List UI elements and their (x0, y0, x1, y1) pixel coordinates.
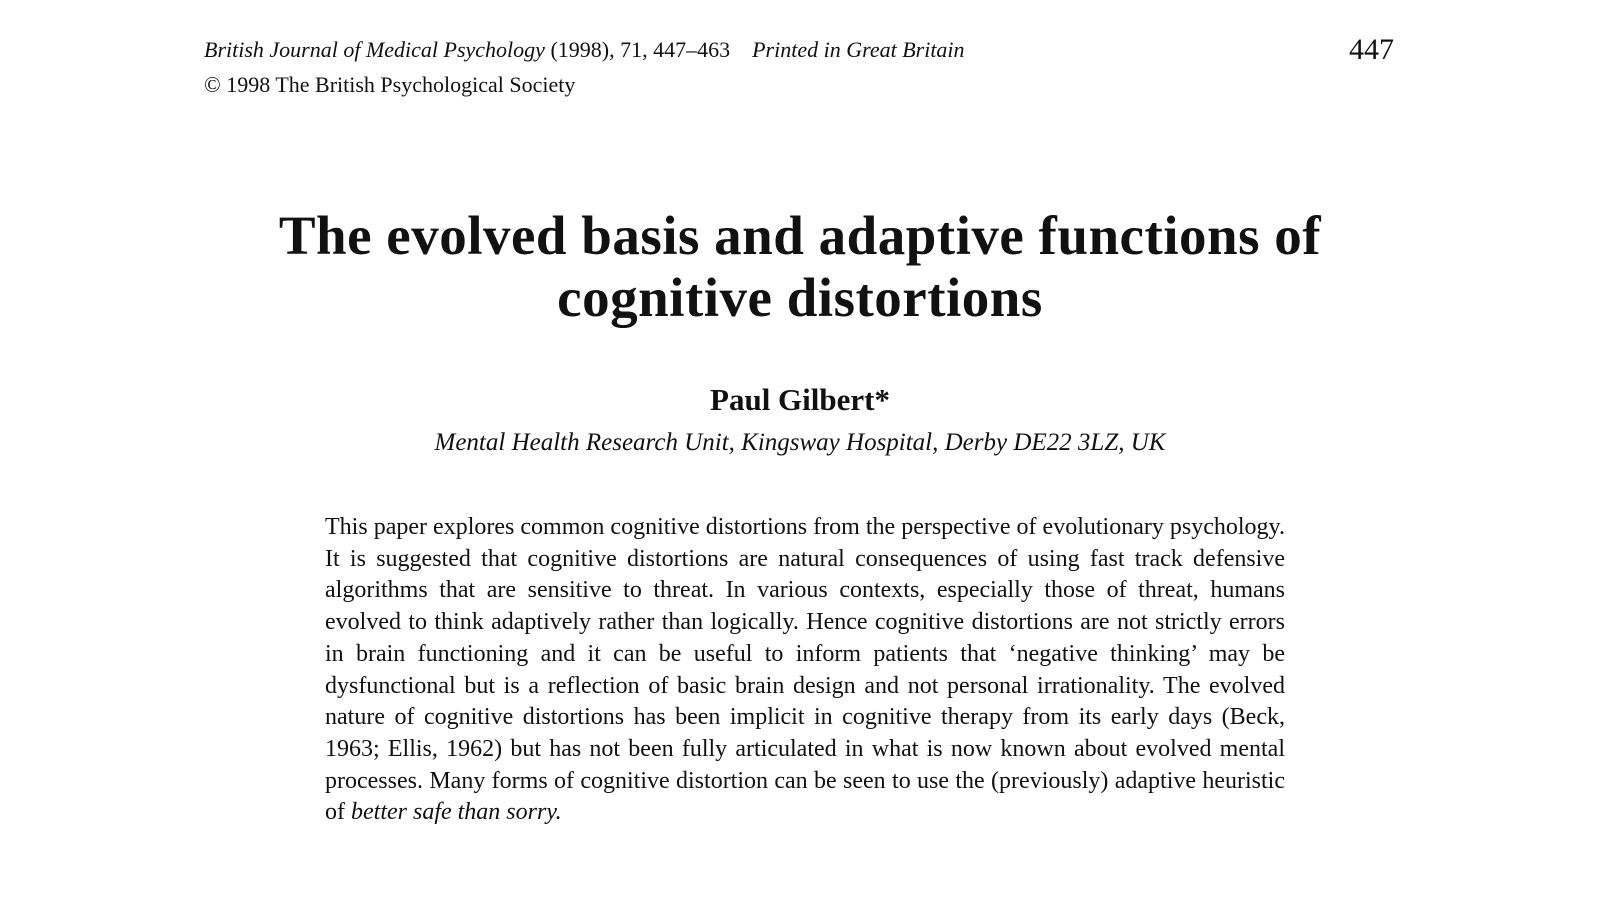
journal-citation: (1998), 71, 447–463 (544, 37, 731, 62)
abstract-emphasis: better safe than sorry. (351, 799, 562, 826)
copyright-line: © 1998 The British Psychological Society (204, 72, 576, 97)
article-title (0, 205, 1600, 329)
author-affiliation: Mental Health Research Unit, Kingsway Hospital, Derby DE22 3LZ, UK (434, 429, 1166, 456)
title-line-2: cognitive distortions (557, 267, 1043, 328)
abstract-text: This paper explores common cognitive distortions from the perspective of evolutionary psychology. It is suggested that cognitive distortions are natural consequences of using fast track defensive algorithms that are sensitive to threat. In various contexts, especially those of threat, humans evolved to think adaptively rather than logically. Hence cognitive distortions are not strictly errors in brain functioning and it can be useful to inform patients that ‘negative thinking’ may be dysfunctional but is a reflection of basic brain design and not personal irrationality. The evolved nature of cognitive distortions has been implicit in cognitive therapy from its early days (Beck, 1963; Ellis, 1962) but has not been fully articulated in what is now known about evolved mental processes. Many forms of cognitive distortion can be seen to use the (previously) adaptive heuristic of (325, 514, 1285, 826)
abstract (325, 512, 1285, 829)
title-line-1: The evolved basis and adaptive functions of (278, 205, 1322, 266)
author-name: Paul Gilbert* (710, 382, 890, 417)
citation-line (204, 30, 1394, 70)
printed-in: Printed in Great Britain (752, 37, 965, 62)
journal-name: British Journal of Medical Psychology (204, 37, 545, 62)
page-number: 447 (1349, 33, 1394, 66)
journal-header (204, 30, 1394, 100)
